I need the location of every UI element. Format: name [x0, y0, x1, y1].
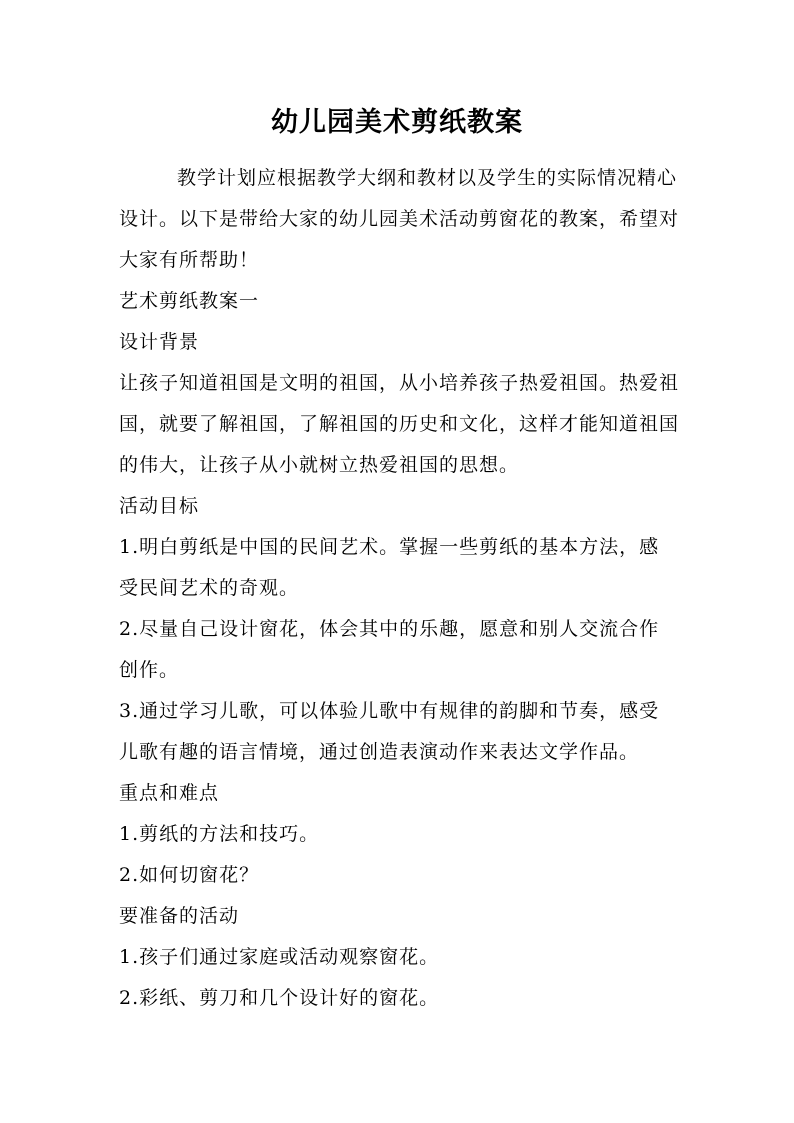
intro-paragraph: 教学计划应根据教学大纲和教材以及学生的实际情况精心设计。以下是带给大家的幼儿园美术活动剪窗花的教案，希望对大家有所帮助！	[119, 167, 680, 271]
goal-item-3: 3.通过学习儿歌，可以体验儿歌中有规律的韵脚和节奏，感受儿歌有趣的语言情境，通过创造表演动作来表达文学作品。	[119, 700, 660, 763]
goal-item-2: 2.尽量自己设计窗花，体会其中的乐趣，愿意和别人交流合作创作。	[119, 618, 660, 681]
section-heading-key-points: 重点和难点	[119, 782, 220, 804]
section-heading-lesson-one: 艺术剪纸教案一	[119, 290, 260, 312]
preparation-item-2: 2.彩纸、剪刀和几个设计好的窗花。	[119, 987, 440, 1009]
section-heading-preparation: 要准备的活动	[119, 905, 240, 927]
section-heading-background: 设计背景	[119, 331, 200, 353]
section-heading-goals: 活动目标	[119, 495, 200, 517]
preparation-item-1: 1.孩子们通过家庭或活动观察窗花。	[119, 946, 440, 968]
background-paragraph: 让孩子知道祖国是文明的祖国，从小培养孩子热爱祖国。热爱祖国，就要了解祖国，了解祖国的历史和文化，这样才能知道祖国的伟大，让孩子从小就树立热爱祖国的思想。	[119, 372, 680, 476]
key-point-item-2: 2.如何切窗花？	[119, 864, 260, 886]
key-point-item-1: 1.剪纸的方法和技巧。	[119, 823, 320, 845]
document-title: 幼儿园美术剪纸教案	[271, 107, 523, 138]
document-body	[119, 158, 679, 1019]
goal-item-1: 1.明白剪纸是中国的民间艺术。掌握一些剪纸的基本方法，感受民间艺术的奇观。	[119, 536, 660, 599]
